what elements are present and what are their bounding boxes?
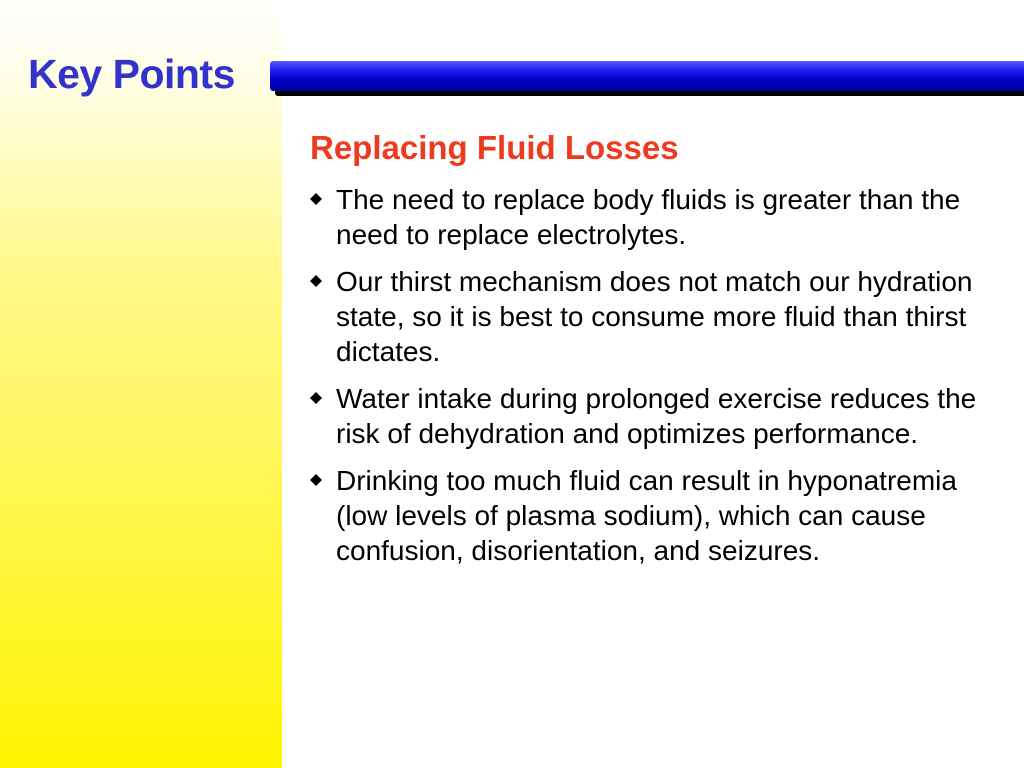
bullet-item <box>310 182 1000 252</box>
slide-subtitle: Replacing Fluid Losses <box>310 129 679 166</box>
content-area <box>310 126 1000 580</box>
bullet-item <box>310 463 1000 568</box>
bullet-text: Water intake during prolonged exercise reduces the risk of dehydration and optimizes performance. <box>336 383 977 449</box>
diamond-bullet-icon <box>310 193 322 205</box>
bullet-list <box>310 182 1000 568</box>
bullet-item <box>310 264 1000 369</box>
slide-title: Key Points <box>28 51 235 97</box>
bullet-text: The need to replace body fluids is greater than the need to replace electrolytes. <box>336 184 961 250</box>
sidebar-gradient <box>0 0 282 768</box>
bullet-text: Our thirst mechanism does not match our hydration state, so it is best to consume more fluid than thirst dictates. <box>336 266 973 367</box>
diamond-bullet-icon <box>310 392 322 404</box>
diamond-bullet-icon <box>310 275 322 287</box>
bullet-text: Drinking too much fluid can result in hyponatremia (low levels of plasma sodium), which can cause confusion, disorientation, and seizures. <box>336 465 957 566</box>
diamond-bullet-icon <box>310 474 322 486</box>
title-bar <box>270 61 1024 91</box>
bullet-item <box>310 381 1000 451</box>
